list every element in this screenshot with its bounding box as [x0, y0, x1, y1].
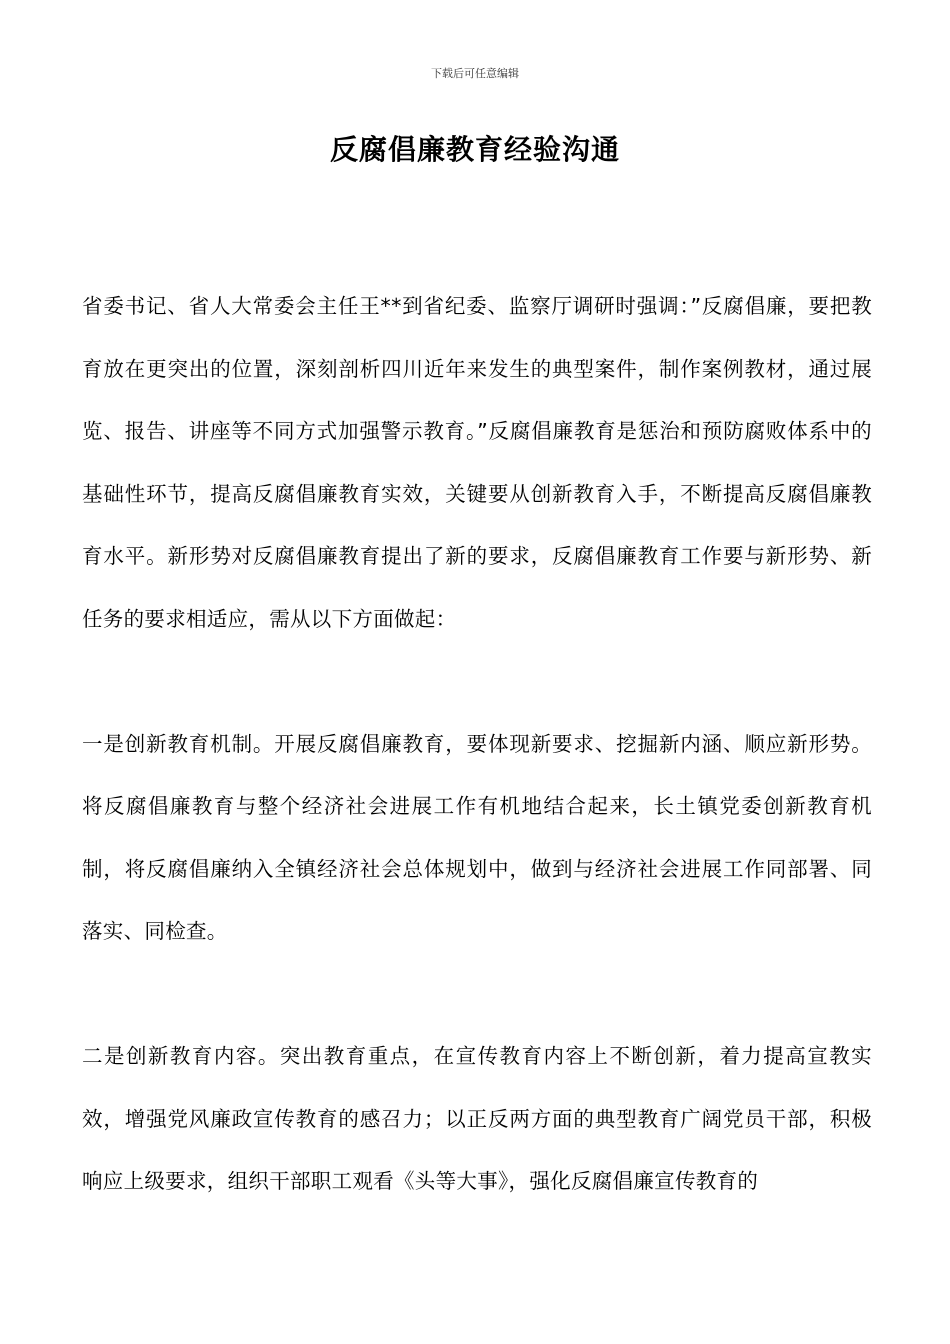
header-note: 下载后可任意编辑	[431, 67, 519, 80]
paragraph-intro: 省委书记、省人大常委会主任王**到省纪委、监察厅调研时强调：”反腐倡廉，要把教育放在更突出的位置，深刻剖析四川近年来发生的典型案件，制作案例教材，通过展览、报告、讲座等不同方式加强警示教育。”反腐倡廉教育是惩治和预防腐败体系中的基础性环节，提高反腐倡廉教育实效，关键要从创新教育入手，不断提高反腐倡廉教育水平。新形势对反腐倡廉教育提出了新的要求，反腐倡廉教育工作要与新形势、新任务的要求相适应，需从以下方面做起：	[82, 294, 872, 631]
paragraph-content: 二是创新教育内容。突出教育重点，在宣传教育内容上不断创新，着力提高宣教实效，增强党风廉政宣传教育的感召力；以正反两方面的典型教育广阔党员干部，积极响应上级要求，组织干部职工观看《头等大事》，强化反腐倡廉宣传教育的	[82, 1044, 872, 1193]
paragraph-mechanism: 一是创新教育机制。开展反腐倡廉教育，要体现新要求、挖掘新内涵、顺应新形势。将反腐倡廉教育与整个经济社会进展工作有机地结合起来，长土镇党委创新教育机制，将反腐倡廉纳入全镇经济社会总体规划中，做到与经济社会进展工作同部署、同落实、同检查。	[82, 731, 872, 943]
document-body	[82, 275, 872, 1275]
document-title: 反腐倡廉教育经验沟通	[329, 133, 620, 166]
